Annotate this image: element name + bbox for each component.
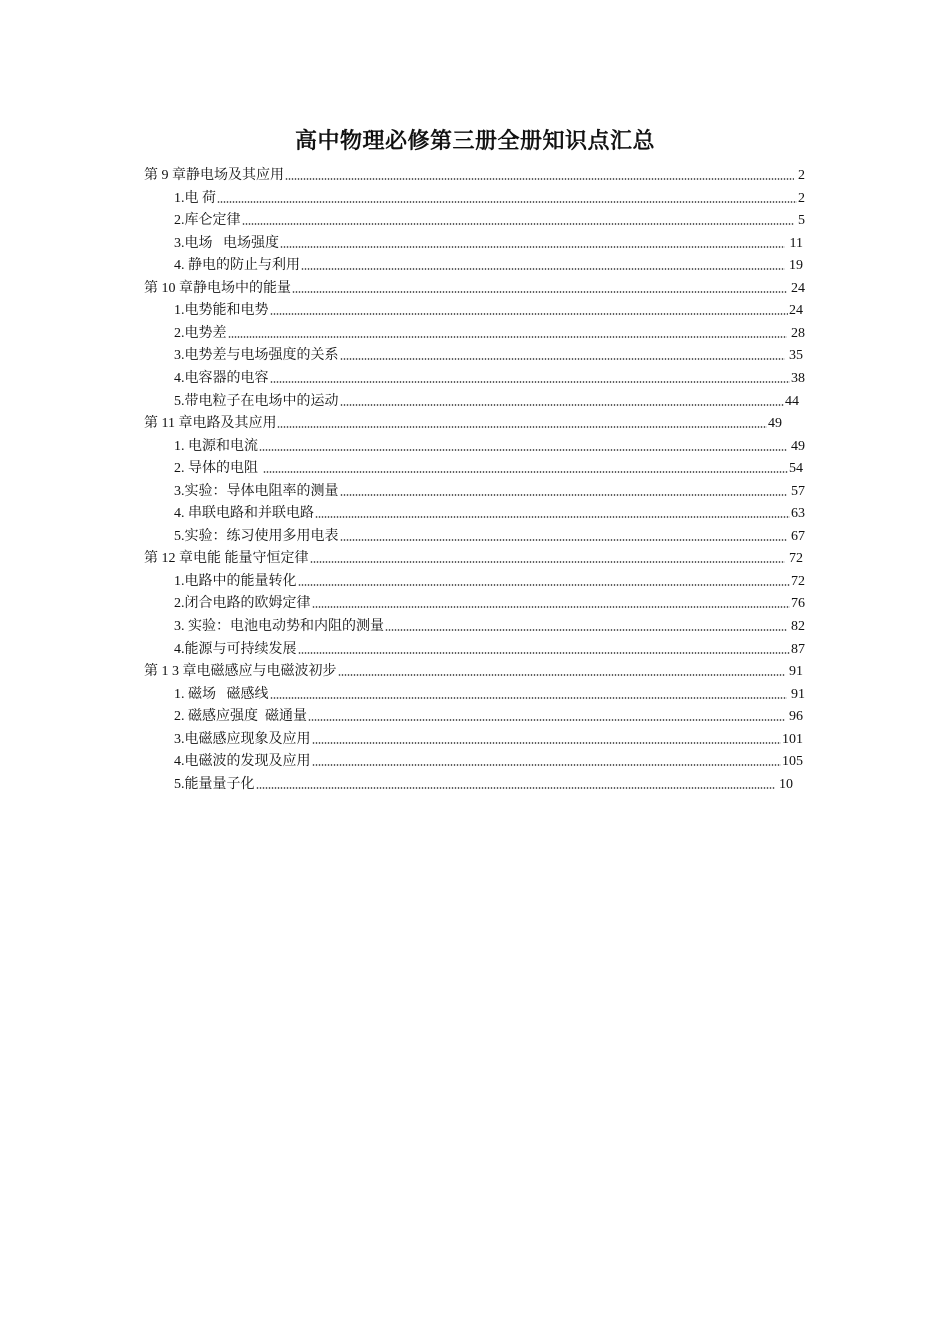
toc-page-number: 10 [775, 777, 793, 792]
toc-page-number: 72 [785, 551, 803, 566]
toc-entry-label: 1. 磁场 磁感线 [174, 687, 269, 702]
toc-entry-label: 2.电势差 [174, 326, 227, 341]
toc-section-entry [174, 704, 803, 726]
toc-dot-leader [298, 583, 791, 587]
document-title: 高中物理必修第三册全册知识点汇总 [294, 128, 655, 154]
toc-page-number: 49 [768, 416, 782, 431]
toc-dot-leader [263, 470, 789, 474]
toc-dot-leader [228, 335, 787, 339]
toc-page-number: 28 [787, 326, 805, 341]
toc-page-number: 82 [787, 619, 805, 634]
toc-section-entry [174, 772, 793, 794]
toc-dot-leader [315, 515, 790, 519]
toc-dot-leader [270, 312, 789, 316]
toc-page-number: 76 [791, 596, 805, 611]
toc-section-entry [174, 321, 805, 343]
toc-dot-leader [292, 290, 787, 294]
toc-page-number: 49 [787, 439, 805, 454]
toc-dot-leader [270, 696, 787, 700]
toc-page-number: 67 [787, 529, 805, 544]
toc-page-number: 5 [794, 213, 805, 228]
toc-section-entry [174, 637, 805, 659]
toc-entry-label: 第 11 章电路及其应用 [144, 416, 277, 431]
toc-entry-label: 5.能量量子化 [174, 777, 255, 792]
toc-section-entry [174, 231, 803, 253]
toc-section-entry [174, 501, 805, 523]
toc-dot-leader [340, 357, 785, 361]
toc-entry-label: 第 10 章静电场中的能量 [144, 281, 291, 296]
toc-dot-leader [310, 560, 785, 564]
toc-section-entry [174, 569, 805, 591]
toc-entry-label: 1.电 荷 [174, 191, 216, 206]
toc-dot-leader [270, 380, 791, 384]
toc-entry-label: 5.带电粒子在电场中的运动 [174, 394, 339, 409]
toc-entry-label: 3.实验：导体电阻率的测量 [174, 484, 339, 499]
toc-chapter-entry [144, 163, 805, 185]
toc-page-number: 2 [798, 191, 805, 206]
toc-entry-label: 5.实验：练习使用多用电表 [174, 529, 339, 544]
toc-entry-label: 3.电势差与电场强度的关系 [174, 348, 339, 363]
toc-page-number: 105 [782, 754, 803, 769]
toc-page-number: 35 [785, 348, 803, 363]
toc-dot-leader [385, 628, 787, 632]
toc-dot-leader [340, 403, 785, 407]
toc-chapter-entry [144, 276, 805, 298]
toc-entry-label: 1.电路中的能量转化 [174, 574, 297, 589]
toc-page-number: 19 [785, 258, 803, 273]
toc-page-number: 2 [794, 168, 805, 183]
toc-dot-leader [312, 741, 782, 745]
toc-entry-label: 3.电磁感应现象及应用 [174, 732, 311, 747]
toc-page-number: 101 [782, 732, 803, 747]
toc-entry-label: 3. 实验：电池电动势和内阻的测量 [174, 619, 384, 634]
toc-entry-label: 4.电磁波的发现及应用 [174, 754, 311, 769]
toc-section-entry [174, 614, 805, 636]
toc-section-entry [174, 456, 803, 478]
toc-page-number: 91 [785, 664, 803, 679]
toc-entry-label: 第 12 章电能 能量守恒定律 [144, 551, 309, 566]
toc-dot-leader [312, 605, 791, 609]
toc-dot-leader [217, 200, 797, 204]
toc-page-number: 87 [791, 642, 805, 657]
toc-dot-leader [285, 177, 794, 181]
toc-dot-leader [280, 245, 785, 249]
toc-entry-label: 4. 静电的防止与利用 [174, 258, 300, 273]
toc-dot-leader [338, 673, 785, 677]
toc-dot-leader [298, 651, 791, 655]
toc-page-number: 57 [787, 484, 805, 499]
toc-section-entry [174, 186, 805, 208]
toc-page-number: 11 [786, 236, 803, 251]
toc-entry-label: 1. 电源和电流 [174, 439, 258, 454]
toc-dot-leader [340, 493, 787, 497]
toc-dot-leader [301, 267, 785, 271]
toc-page-number: 44 [785, 394, 799, 409]
toc-chapter-entry [144, 411, 782, 433]
toc-entry-label: 1.电势能和电势 [174, 303, 269, 318]
toc-dot-leader [259, 448, 787, 452]
toc-entry-label: 4.能源与可持续发展 [174, 642, 297, 657]
toc-section-entry [174, 298, 803, 320]
toc-section-entry [174, 366, 805, 388]
toc-page-number: 91 [787, 687, 805, 702]
toc-section-entry [174, 682, 805, 704]
toc-page-number: 38 [791, 371, 805, 386]
toc-page-number: 24 [787, 281, 805, 296]
toc-entry-label: 4.电容器的电容 [174, 371, 269, 386]
toc-dot-leader [340, 538, 787, 542]
toc-entry-label: 2.库仑定律 [174, 213, 241, 228]
toc-section-entry [174, 727, 803, 749]
toc-page-number: 72 [791, 574, 805, 589]
toc-dot-leader [242, 222, 794, 226]
toc-page-number: 54 [789, 461, 803, 476]
toc-section-entry [174, 434, 805, 456]
toc-entry-label: 第 1 3 章电磁感应与电磁波初步 [144, 664, 337, 679]
toc-page-number: 63 [791, 506, 805, 521]
toc-section-entry [174, 389, 799, 411]
toc-entry-label: 3.电场 电场强度 [174, 236, 279, 251]
toc-entry-label: 第 9 章静电场及其应用 [144, 168, 284, 183]
toc-dot-leader [308, 718, 785, 722]
toc-chapter-entry [144, 659, 803, 681]
toc-section-entry [174, 343, 803, 365]
toc-section-entry [174, 208, 805, 230]
toc-page-number: 96 [785, 709, 803, 724]
toc-chapter-entry [144, 546, 803, 568]
toc-section-entry [174, 253, 803, 275]
toc-dot-leader [312, 763, 782, 767]
toc-entry-label: 2. 导体的电阻 [174, 461, 262, 476]
toc-dot-leader [256, 786, 775, 790]
toc-entry-label: 2.闭合电路的欧姆定律 [174, 596, 311, 611]
toc-entry-label: 2. 磁感应强度 磁通量 [174, 709, 307, 724]
toc-section-entry [174, 591, 805, 613]
toc-entry-label: 4. 串联电路和并联电路 [174, 506, 314, 521]
toc-dot-leader [277, 425, 767, 429]
toc-page-number: 24 [789, 303, 803, 318]
toc-section-entry [174, 479, 805, 501]
toc-section-entry [174, 524, 805, 546]
toc-section-entry [174, 749, 803, 771]
